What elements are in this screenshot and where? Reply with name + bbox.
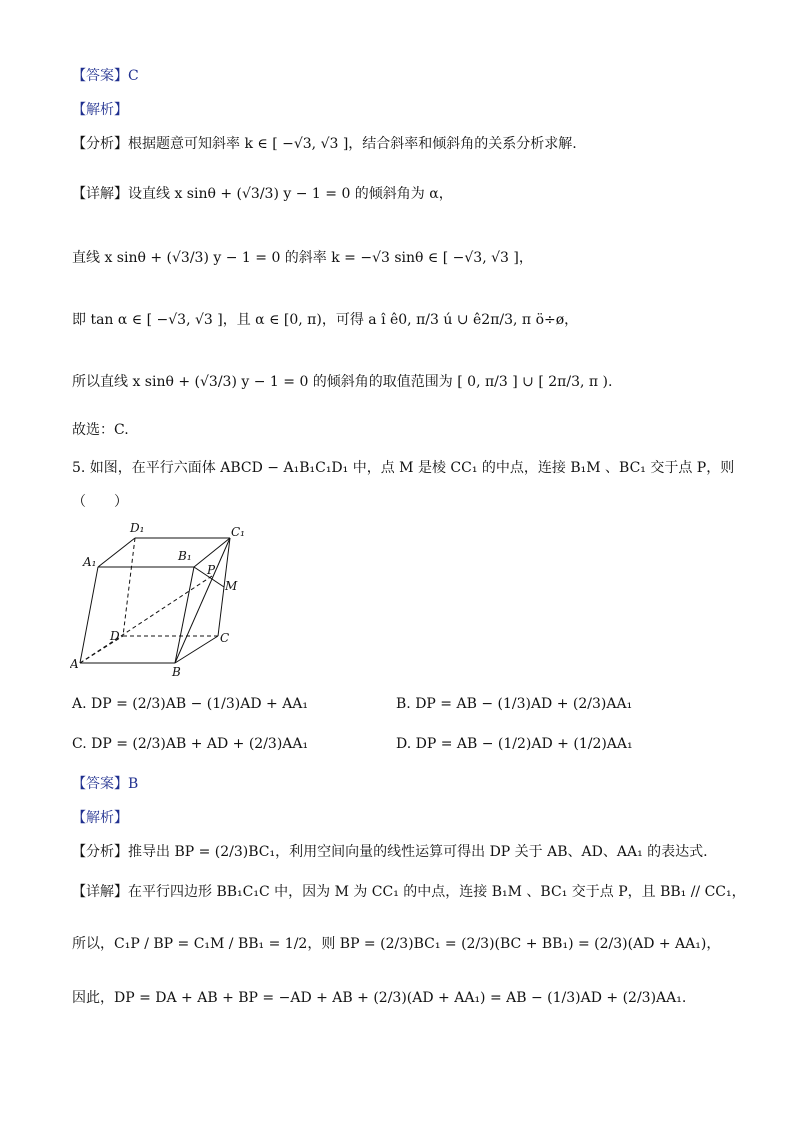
label-C: C (220, 631, 230, 645)
label-M: M (225, 579, 238, 593)
detail-line-3: 即 tan α ∈ [ −√3, √3 ]，且 α ∈ [0, π)，可得 a î ê0, π/3 ú ∪ ê2π/3, π ö÷ø， (72, 312, 579, 328)
label-A1: A₁ (83, 555, 97, 569)
choice-line: 故选：C. (72, 422, 129, 438)
detail-line-5-1: 【详解】在平行四边形 BB₁C₁C 中，因为 M 为 CC₁ 的中点，连接 B₁M 、BC₁ 交于点 P，且 BB₁ // CC₁， (72, 884, 746, 900)
parallelepiped-figure (70, 518, 270, 678)
label-C1: C₁ (231, 525, 245, 539)
question-5-blank: （ ） (72, 494, 128, 510)
option-b: B. DP = AB − (1/3)AD + (2/3)AA₁ (396, 696, 633, 712)
label-B1: B₁ (178, 549, 192, 563)
label-A: A (70, 657, 79, 671)
analysis-heading-5: 【解析】 (72, 810, 128, 826)
analysis-text: 【分析】根据题意可知斜率 k ∈ [ −√3, √3 ]，结合斜率和倾斜角的关系分析求解. (72, 136, 577, 152)
detail-line-1: 【详解】设直线 x sinθ + (√3/3) y − 1 = 0 的倾斜角为 α， (72, 186, 453, 202)
label-B: B (172, 665, 181, 678)
detail-line-4: 所以直线 x sinθ + (√3/3) y − 1 = 0 的倾斜角的取值范围为 [ 0, π/3 ] ∪ [ 2π/3, π ). (72, 374, 613, 390)
label-D: D (110, 629, 120, 643)
detail-line-2: 直线 x sinθ + (√3/3) y − 1 = 0 的斜率 k = −√3 sinθ ∈ [ −√3, √3 ]， (72, 250, 533, 266)
question-5-stem: 5. 如图，在平行六面体 ABCD − A₁B₁C₁D₁ 中，点 M 是棱 CC₁ 的中点，连接 B₁M 、BC₁ 交于点 P，则 (72, 460, 735, 476)
answer-label: 【答案】C (72, 68, 139, 84)
label-P: P (207, 563, 216, 577)
answer-label-5: 【答案】B (72, 776, 139, 792)
option-a: A. DP = (2/3)AB − (1/3)AD + AA₁ (72, 696, 309, 712)
detail-line-5-3: 因此，DP = DA + AB + BP = −AD + AB + (2/3)(AD + AA₁) = AB − (1/3)AD + (2/3)AA₁. (72, 990, 687, 1006)
analysis-text-5: 【分析】推导出 BP = (2/3)BC₁，利用空间向量的线性运算可得出 DP 关于 AB、AD、AA₁ 的表达式. (72, 844, 708, 860)
label-D1: D₁ (130, 521, 145, 535)
analysis-heading: 【解析】 (72, 102, 128, 118)
option-d: D. DP = AB − (1/2)AD + (1/2)AA₁ (396, 736, 633, 752)
option-c: C. DP = (2/3)AB + AD + (2/3)AA₁ (72, 736, 309, 752)
detail-line-5-2: 所以，C₁P / BP = C₁M / BB₁ = 1/2，则 BP = (2/3)BC₁ = (2/3)(BC + BB₁) = (2/3)(AD + AA₁)， (72, 936, 721, 952)
